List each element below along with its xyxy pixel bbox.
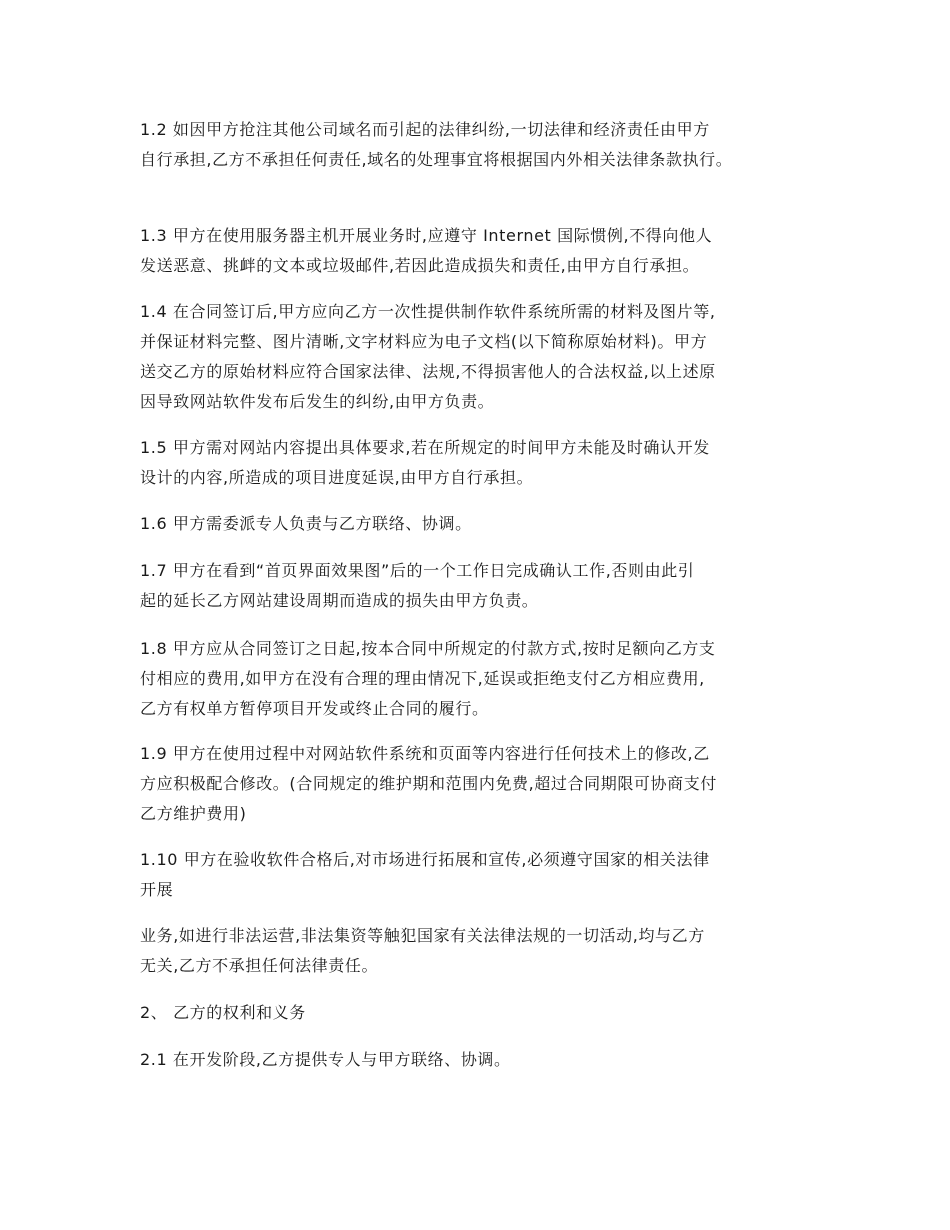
clause-1-5 — [140, 433, 820, 493]
text-line: 送交乙方的原始材料应符合国家法律、法规,不得损害他人的合法权益,以上述原 — [140, 362, 716, 381]
section-heading-2 — [140, 998, 820, 1028]
clause-1-3 — [140, 221, 820, 281]
text-line: 1.9 甲方在使用过程中对网站软件系统和页面等内容进行任何技术上的修改,乙 — [140, 744, 710, 763]
text-line: 1.8 甲方应从合同签订之日起,按本合同中所规定的付款方式,按时足额向乙方支 — [140, 639, 716, 658]
clause-1-10-continued — [140, 921, 820, 981]
clause-1-2 — [140, 115, 820, 175]
text-line: 无关,乙方不承担任何法律责任。 — [140, 956, 379, 975]
text-line: 乙方维护费用) — [140, 804, 247, 823]
text-line: 方应积极配合修改。(合同规定的维护期和范围内免费,超过合同期限可协商支付 — [140, 774, 717, 793]
clause-1-10 — [140, 845, 820, 905]
clause-1-7 — [140, 556, 820, 616]
text-line: 1.4 在合同签订后,甲方应向乙方一次性提供制作软件系统所需的材料及图片等, — [140, 302, 716, 321]
text-line: 起的延长乙方网站建设周期而造成的损失由甲方负责。 — [140, 591, 539, 610]
text-line: 1.5 甲方需对网站内容提出具体要求,若在所规定的时间甲方未能及时确认开发 — [140, 438, 710, 457]
text-line: 1.6 甲方需委派专人负责与乙方联络、协调。 — [140, 514, 472, 533]
text-line: 因导致网站软件发布后发生的纠纷,由甲方负责。 — [140, 392, 495, 411]
text-line: 乙方有权单方暂停项目开发或终止合同的履行。 — [140, 699, 489, 718]
text-line: 1.10 甲方在验收软件合格后,对市场进行拓展和宣传,必须遵守国家的相关法律 — [140, 850, 710, 869]
clause-1-6 — [140, 509, 820, 539]
text-line: 2.1 在开发阶段,乙方提供专人与甲方联络、协调。 — [140, 1050, 511, 1069]
text-line: 设计的内容,所造成的项目进度延误,由甲方自行承担。 — [140, 468, 534, 487]
text-line: 1.3 甲方在使用服务器主机开展业务时,应遵守 Internet 国际惯例,不得向他人 — [140, 226, 713, 245]
text-line: 1.2 如因甲方抢注其他公司域名而引起的法律纠纷,一切法律和经济责任由甲方 — [140, 120, 710, 139]
text-line: 并保证材料完整、图片清晰,文字材料应为电子文档(以下简称原始材料)。甲方 — [140, 332, 708, 351]
clause-2-1 — [140, 1045, 820, 1075]
text-line: 发送恶意、挑衅的文本或垃圾邮件,若因此造成损失和责任,由甲方自行承担。 — [140, 256, 700, 275]
text-line: 自行承担,乙方不承担任何责任,域名的处理事宜将根据国内外相关法律条款执行。 — [140, 150, 733, 169]
text-line: 开展 — [140, 880, 174, 899]
text-line: 1.7 甲方在看到“首页界面效果图”后的一个工作日完成确认工作,否则由此引 — [140, 561, 695, 580]
clause-1-9 — [140, 739, 820, 829]
text-line: 业务,如进行非法运营,非法集资等触犯国家有关法律法规的一切活动,均与乙方 — [140, 926, 705, 945]
clause-1-8 — [140, 634, 820, 724]
text-line: 2、 乙方的权利和义务 — [140, 1003, 306, 1022]
clause-1-4 — [140, 297, 820, 417]
text-line: 付相应的费用,如甲方在没有合理的理由情况下,延误或拒绝支付乙方相应费用, — [140, 669, 705, 688]
